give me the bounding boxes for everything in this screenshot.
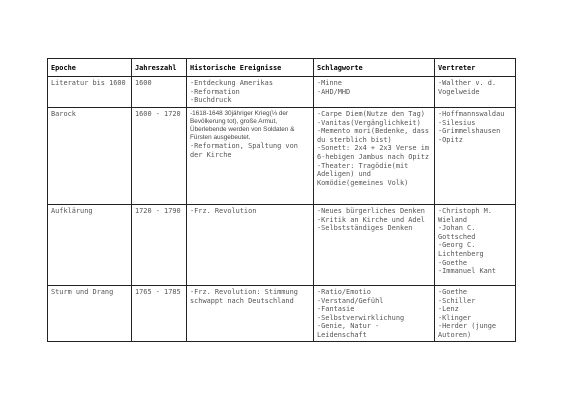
header-jahreszahl: Jahreszahl [132,59,187,77]
schlagwort-item: -Theater: Tragödie(mit Adeligen) und Komödie(gemeines Volk) [317,161,413,187]
schlagwort-item: -Verstand/Gefühl [317,296,384,305]
cell-schlagworte [314,77,435,108]
schlagwort-item: -Fantasie [317,305,355,314]
cell-jahreszahl: 1600 - 1720 [132,108,187,205]
table-row [48,205,516,286]
cell-epoche: Aufklärung [48,205,132,286]
cell-schlagworte [314,286,435,342]
schlagwort-item: -Neues bürgerliches Denken [317,207,425,215]
vertreter-item: -Schiller [438,296,476,305]
schlagwort-item: -AHD/MHD [317,87,351,96]
header-ereignisse: Historische Ereignisse [187,59,314,77]
ereignis-item: -Frz. Revolution [190,207,257,215]
vertreter-item: -Johan C. Gottsched [438,224,480,241]
schlagwort-item: -Ratio/Emotio [317,288,371,296]
vertreter-item: -Opitz [438,135,463,144]
header-row [48,59,516,77]
cell-epoche: Sturm und Drang [48,286,132,342]
vertreter-item: -Goethe [438,288,468,296]
ereignis-item: -Buchdruck [190,96,232,105]
schlagwort-item: -Kritik an Kirche und Adel [317,215,425,224]
vertreter-item: -Hoffmannswaldau [438,110,505,118]
schlagwort-item: -Memento mori(Bedenke, dass du sterblich bist) [317,127,434,144]
cell-jahreszahl: 1765 - 1785 [132,286,187,342]
schlagwort-item: -Carpe Diem(Nutze den Tag) [317,110,425,118]
ereignis-item: -Reformation, Spaltung von der Kirche [190,142,303,159]
cell-jahreszahl: 1720 - 1790 [132,205,187,286]
header-vertreter: Vertreter [435,59,516,77]
vertreter-item: -Klinger [438,313,472,322]
schlagwort-item: -Genie, Natur - Leidenschaft [317,322,384,339]
cell-vertreter [435,108,516,205]
cell-schlagworte [314,205,435,286]
table-row [48,108,516,205]
vertreter-item: -Christoph M. Wieland [438,207,497,224]
cell-vertreter [435,77,516,108]
cell-jahreszahl: 1600 [132,77,187,108]
cell-schlagworte [314,108,435,205]
vertreter-item: -Georg C. Lichtenberg [438,241,484,258]
vertreter-item: -Walther v. d. Vogelweide [438,79,501,96]
cell-ereignisse [187,286,314,342]
cell-vertreter [435,205,516,286]
cell-epoche: Barock [48,108,132,205]
schlagwort-item: -Minne [317,79,342,87]
ereignis-item: -Entdeckung Amerikas [190,79,273,87]
schlagwort-item: -Sonett: 2x4 + 2x3 Verse im 6-hebigen Jambus nach Opitz [317,144,434,161]
cell-vertreter [435,286,516,342]
vertreter-item: -Grimmelshausen [438,127,501,136]
cell-ereignisse [187,108,314,205]
vertreter-item: -Silesius [438,118,476,127]
table-row [48,77,516,108]
schlagwort-item: -Vanitas(Vergänglichkeit) [317,118,421,127]
vertreter-item: -Goethe [438,258,468,267]
schlagwort-item: -Selbstständiges Denken [317,224,413,233]
cell-epoche: Literatur bis 1600 [48,77,132,108]
ereignis-item: -Frz. Revolution: Stimmung schwappt nach Deutschland [190,288,303,305]
ereignis-item: -Reformation [190,87,240,96]
vertreter-item: -Herder (junge Autoren) [438,322,501,339]
cell-ereignisse [187,205,314,286]
cell-ereignisse [187,77,314,108]
vertreter-item: -Lenz [438,305,459,314]
header-epoche: Epoche [48,59,132,77]
table-row [48,286,516,342]
epochs-table [47,58,516,342]
ereignis-item: -1618-1648 30jähriger Krieg(⅓ der Bevölkerung tot), große Armut, Überlebende werden von Soldaten & Fürsten ausgebeutet. [190,110,297,142]
schlagwort-item: -Selbstverwirklichung [317,313,405,322]
vertreter-item: -Immanuel Kant [438,267,497,276]
header-schlagworte: Schlagworte [314,59,435,77]
